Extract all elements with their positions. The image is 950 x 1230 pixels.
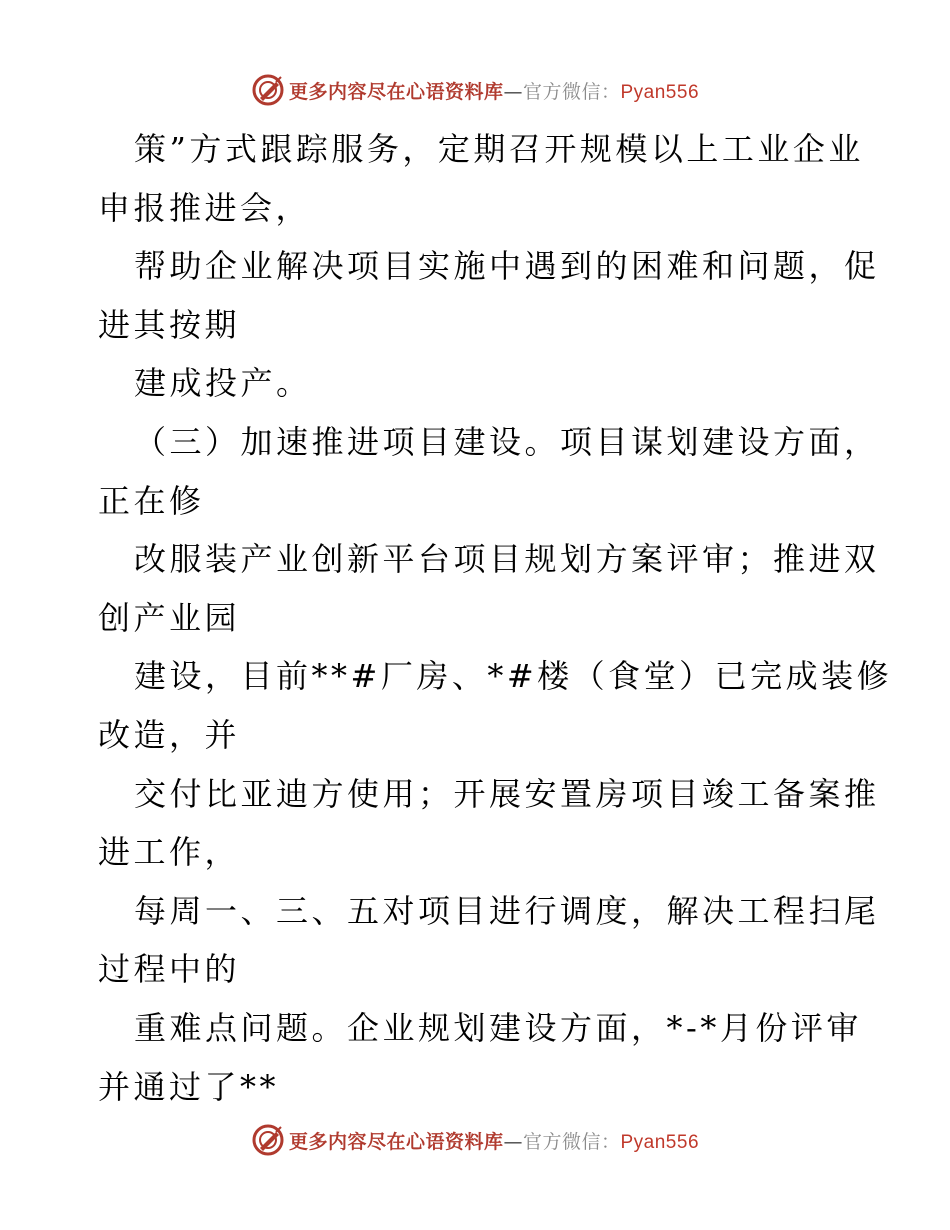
body-text-line: 帮助企业解决项目实施中遇到的困难和问题，促 — [134, 247, 880, 286]
body-text-line: 过程中的 — [98, 950, 241, 989]
body-text-line: 交付比亚迪方使用；开展安置房项目竣工备案推 — [134, 774, 880, 813]
body-text-line: 并通过了** — [98, 1067, 280, 1106]
banner-separator: — — [503, 1130, 523, 1153]
pen-logo-icon — [251, 73, 285, 107]
banner-promo-text: 更多内容尽在心语资料库 — [288, 80, 504, 103]
body-text-line: 改服装产业创新平台项目规划方案评审；推进双 — [134, 540, 880, 579]
body-text-line: 建设，目前**#厂房、*#楼（食堂）已完成装修 — [134, 657, 893, 696]
banner-text — [289, 1127, 699, 1154]
banner-separator: — — [503, 80, 523, 103]
banner-wechat-label: 官方微信： — [522, 80, 621, 103]
footer-banner — [0, 1120, 950, 1160]
body-text-line: 申报推进会， — [98, 188, 312, 227]
body-text-line: 每周一、三、五对项目进行调度，解决工程扫尾 — [134, 891, 880, 930]
body-text-line: 正在修 — [98, 481, 205, 520]
pen-logo-icon — [251, 1123, 285, 1157]
body-text-line: 重难点问题。企业规划建设方面，*-*月份评审 — [134, 1008, 862, 1047]
body-text-line: 创产业园 — [98, 598, 241, 637]
banner-wechat-label: 官方微信： — [522, 1130, 621, 1153]
body-text-line: 改造，并 — [98, 715, 241, 754]
banner-promo-text: 更多内容尽在心语资料库 — [288, 1130, 504, 1153]
body-text-line: 建成投产。 — [134, 364, 312, 403]
document-body — [98, 120, 893, 1116]
body-text-line: （三）加速推进项目建设。项目谋划建设方面， — [134, 422, 880, 461]
banner-wechat-id: Pyan556 — [620, 1131, 700, 1153]
header-banner — [0, 70, 950, 110]
body-text-line: 进其按期 — [98, 305, 241, 344]
banner-wechat-id: Pyan556 — [620, 81, 700, 103]
body-text-line: 策”方式跟踪服务，定期召开规模以上工业企业 — [134, 130, 864, 168]
body-text-line: 进工作， — [98, 833, 241, 872]
banner-text — [289, 77, 699, 104]
